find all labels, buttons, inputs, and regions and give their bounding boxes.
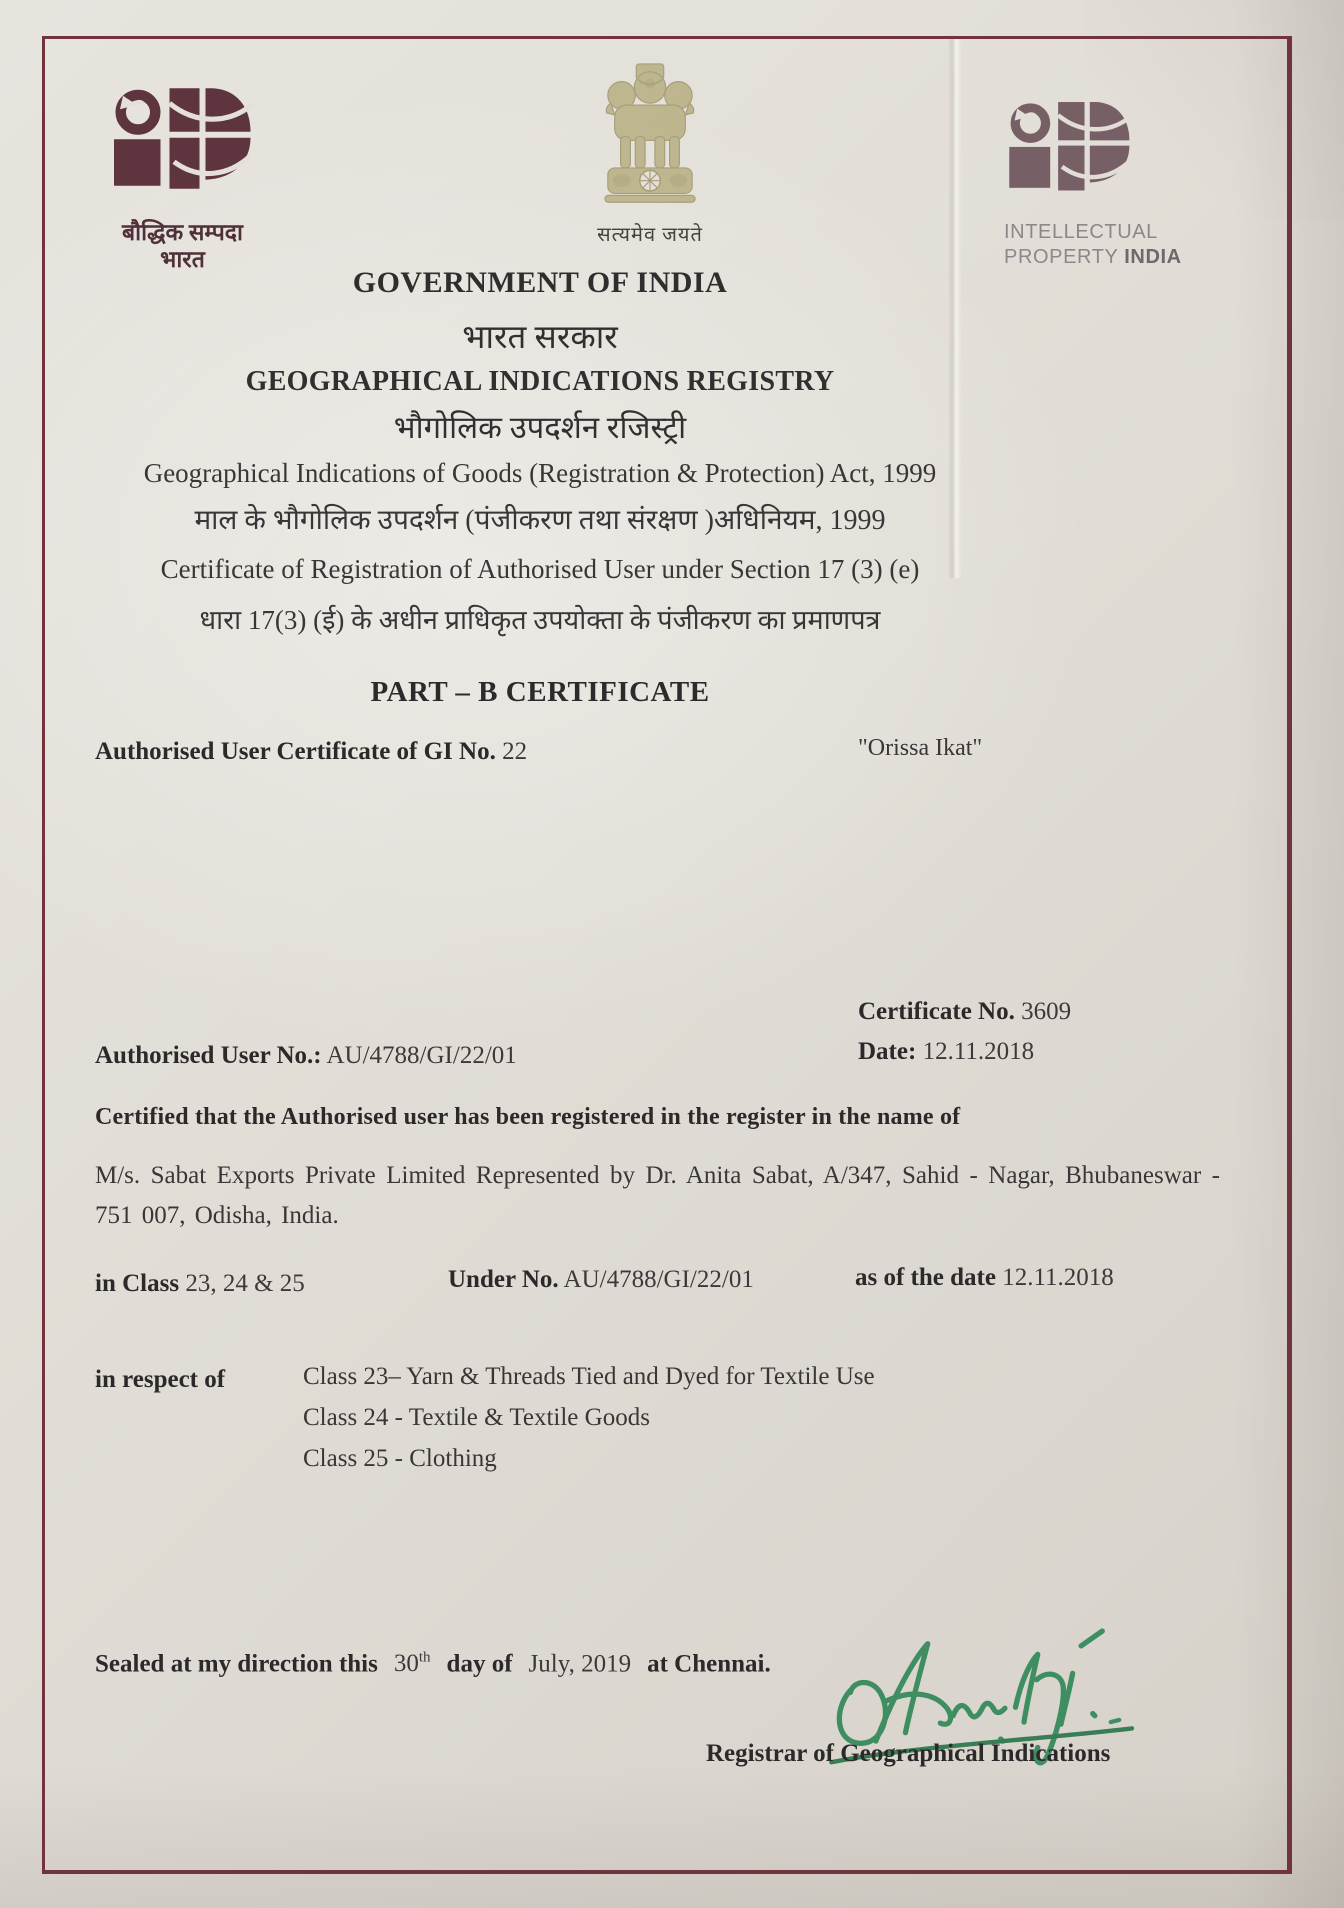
left-logo-caption-line1: बौद्धिक सम्पदा [122,220,243,245]
left-logo-caption-line2: भारत [160,247,205,272]
certificate-border [42,36,1292,1874]
certificate-date-line [858,1032,1071,1072]
authorised-user-number-line [95,1042,517,1070]
title-government-of-india: GOVERNMENT OF INDIA [352,266,728,299]
as-of-date-label: as of the date [855,1264,996,1291]
ashoka-lion-capital-icon [591,201,709,218]
sealed-place: at Chennai. [647,1650,771,1678]
class-description-list [303,1356,875,1479]
right-logo-india: INDIA [1124,246,1182,268]
paper-shadow-right [1234,0,1344,1908]
in-class-label: in Class [95,1270,180,1297]
registrar-signature [818,1612,1158,1799]
gi-name: "Orissa Ikat" [858,735,983,761]
sealed-mid: day of [446,1650,513,1678]
right-logo-caption-line1: INTELLECTUAL [1004,221,1158,243]
certificate-number-block [858,992,1071,1072]
intellectual-property-logo-icon [1004,196,1136,213]
gi-number-value: 22 [502,738,528,765]
sealed-day-number: 30 [393,1650,419,1678]
as-of-date-value: 12.11.2018 [1002,1264,1114,1291]
certificate-line-en: Certificate of Registration of Authorised User under Section 17 (3) (e) [160,554,920,584]
authorised-user-number-value: AU/4788/GI/22/01 [326,1042,517,1069]
certificate-date-value: 12.11.2018 [922,1038,1035,1065]
certificate-number-value: 3609 [1021,998,1072,1025]
registrant-details: M/s. Sabat Exports Private Limited Represented by Dr. Anita Sabat, A/347, Sahid - Nagar, Bhubaneswar - 751 007, Odisha, India. [95,1162,1220,1229]
title-gi-registry-hi: भौगोलिक उपदर्शन रजिस्ट्री [393,410,687,445]
act-line-en: Geographical Indications of Goods (Registration & Protection) Act, 1999 [143,458,937,488]
act-line-hi: माल के भौगोलिक उपदर्शन (पंजीकरण तथा संरक्षण )अधिनियम, 1999 [194,505,886,536]
title-bharat-sarkar: भारत सरकार [462,320,618,356]
class-24-description: Class 24 - Textile & Textile Goods [303,1404,650,1431]
authorised-user-number-label: Authorised User No.: [95,1042,322,1069]
sealed-statement [95,1650,771,1678]
certified-statement: Certified that the Authorised user has been registered in the register in the name of [95,1104,961,1130]
sealed-day [394,1650,431,1677]
sealed-day-ordinal: th [418,1650,431,1666]
ip-india-logo-right [1004,102,1204,270]
class-25-description: Class 25 - Clothing [303,1445,497,1472]
national-emblem [572,62,728,219]
title-gi-registry-en: GEOGRAPHICAL INDICATIONS REGISTRY [245,366,835,397]
certificate-date-label: Date: [858,1038,917,1065]
sealed-date: July, 2019 [528,1650,632,1678]
under-no-group [448,1266,754,1294]
part-b-certificate-title: PART – B CERTIFICATE [370,676,710,708]
under-no-label: Under No. [448,1266,559,1293]
right-logo-property: PROPERTY [1004,246,1125,268]
gi-number-line [95,738,527,766]
in-respect-of-label: in respect of [95,1366,226,1393]
as-of-date-group [855,1264,1114,1292]
registrar-title: Registrar of Geographical Indications [706,1740,1111,1767]
emblem-motto: सत्यमेव जयते [597,224,703,246]
class-23-description: Class 23– Yarn & Threads Tied and Dyed for Textile Use [303,1363,875,1390]
ip-india-logo-left [95,88,270,273]
sealed-prefix: Sealed at my direction this [95,1650,378,1678]
right-logo-caption-line2 [1004,245,1204,270]
certificate-number-label: Certificate No. [858,998,1015,1025]
in-class-group [95,1270,305,1298]
certificate-line-hi: धारा 17(3) (ई) के अधीन प्राधिकृत उपयोक्ता के पंजीकरण का प्रमाणपत्र [199,605,881,635]
ip-india-logo-icon [108,197,258,214]
paper-crease [948,38,962,578]
in-class-value: 23, 24 & 25 [185,1270,305,1297]
under-no-value: AU/4788/GI/22/01 [563,1266,754,1293]
certificate-number-line [858,992,1071,1032]
gi-number-label: Authorised User Certificate of GI No. [95,738,496,765]
